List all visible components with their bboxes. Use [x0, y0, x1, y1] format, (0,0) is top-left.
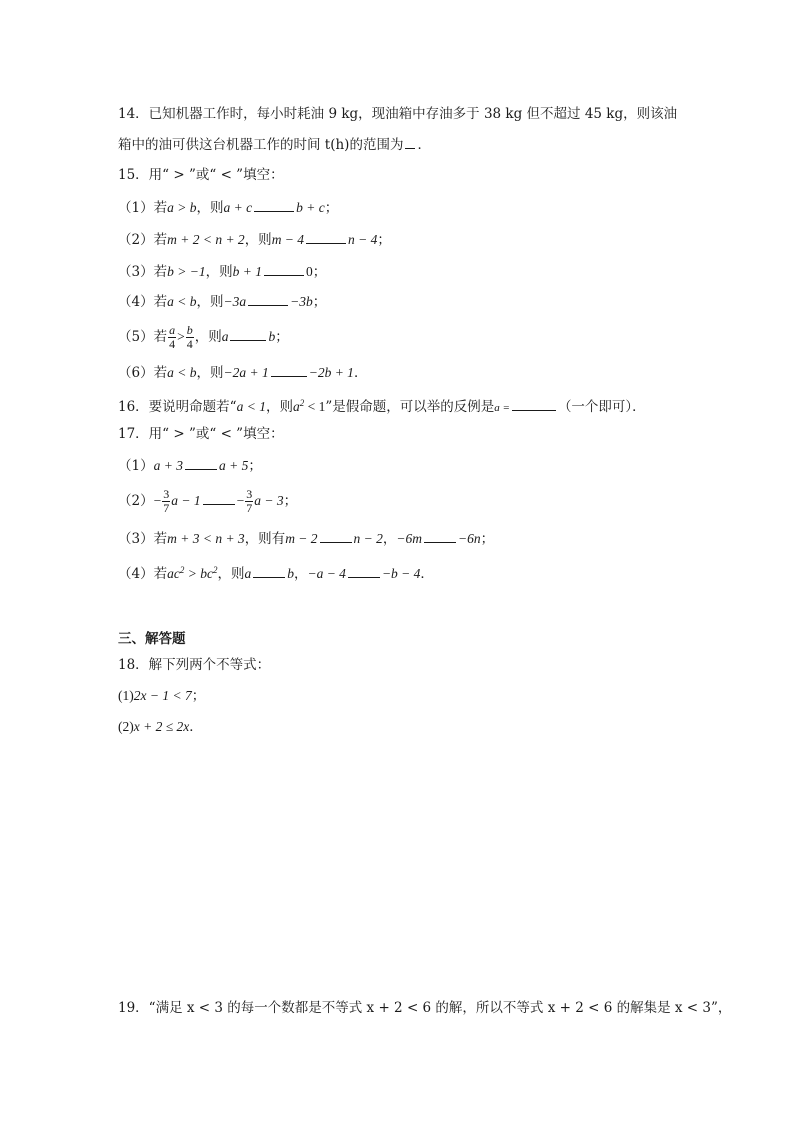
- part-label: (1): [118, 688, 134, 703]
- item-mid: ，则有: [244, 531, 286, 547]
- left-expr: a: [221, 329, 229, 344]
- right-expr: −b − 4: [381, 566, 421, 581]
- item-prefix: （4）若: [118, 294, 168, 310]
- q16-condition: a < 1: [236, 399, 266, 414]
- left-expr: a + 3: [153, 458, 183, 473]
- cond-part: > bc: [184, 566, 213, 581]
- right-expr: n − 4: [348, 232, 378, 247]
- item-end: ．: [189, 719, 203, 735]
- condition: a < b: [167, 365, 197, 380]
- q15-item-2: [118, 229, 391, 250]
- q16: [118, 393, 646, 418]
- item-end: ；: [248, 458, 262, 474]
- right-expr: b + c: [296, 200, 325, 215]
- base: a: [292, 399, 300, 414]
- item-prefix: （1）若: [118, 200, 168, 216]
- q16-text-c: ”是假命题，可以举的反例是: [325, 399, 495, 415]
- q18-part-2: [118, 717, 203, 737]
- denominator: 7: [246, 501, 253, 515]
- condition: b > −1: [167, 264, 206, 279]
- item-prefix: （1）: [118, 458, 154, 474]
- q18-part-1: [118, 686, 205, 706]
- exponent: 2: [179, 565, 185, 575]
- right-expr: −2b + 1: [308, 365, 354, 380]
- denominator: 4: [169, 337, 176, 351]
- numerator: a: [169, 323, 176, 337]
- fraction: [186, 324, 194, 351]
- q15-title-text: 15．用“ > ”或“ < ”填空：: [118, 167, 284, 183]
- q17-item-3: [118, 528, 494, 549]
- fraction: [168, 324, 176, 351]
- item-end: ；: [377, 232, 391, 248]
- minus-sign: −: [236, 493, 245, 508]
- item-end: ；: [312, 294, 327, 310]
- numerator: 3: [246, 487, 253, 501]
- answer-blank[interactable]: [424, 528, 456, 543]
- part-label: (2): [118, 719, 134, 734]
- answer-blank[interactable]: [254, 197, 294, 212]
- item-prefix: （2）若: [118, 232, 168, 248]
- q17-title-text: 17．用“ > ”或“ < ”填空：: [118, 426, 284, 442]
- separator: ，: [293, 566, 308, 582]
- item-prefix: （3）若: [118, 531, 168, 547]
- section-heading: 三、解答题: [118, 631, 186, 647]
- numerator: b: [186, 323, 193, 337]
- right-expr: 0: [305, 264, 313, 279]
- item-prefix: （4）若: [118, 566, 168, 582]
- item-prefix: （2）: [118, 493, 154, 509]
- q14-line2-text: 箱中的油可供这台机器工作的时间 t(h)的范围为: [118, 137, 404, 153]
- item-end: ；: [275, 329, 289, 345]
- right-expr: n − 2: [353, 531, 383, 546]
- item-end: ．: [420, 566, 434, 582]
- q16-text-d: （一个即可）．: [557, 399, 646, 415]
- item-mid: ，则: [217, 566, 245, 582]
- q15-item-5: [118, 322, 289, 352]
- minus-sign: −: [153, 493, 162, 508]
- answer-blank[interactable]: [405, 134, 415, 149]
- left-expr: m − 4: [271, 232, 305, 247]
- rest: < 1: [304, 399, 326, 414]
- q14-line1-text: 14．已知机器工作时，每小时耗油 9 kg，现油箱中存油多于 38 kg 但不超过 45 kg，则该油: [118, 106, 678, 122]
- left-expr: −2a + 1: [223, 365, 269, 380]
- left-expr: −3a: [223, 294, 247, 309]
- q15-item-6: [118, 362, 367, 383]
- right-expr: a − 3: [254, 493, 284, 508]
- item-end: ；: [312, 264, 327, 280]
- q16-text-a: 16．要说明命题若“: [118, 399, 237, 415]
- answer-blank[interactable]: [306, 229, 346, 244]
- q14-line1: [118, 104, 677, 124]
- answer-blank[interactable]: [253, 563, 285, 578]
- q14-line2: 箱中的油可供这台机器工作的时间 t(h)的范围为 ．: [118, 134, 431, 155]
- answer-blank[interactable]: [203, 490, 235, 505]
- item-mid: ，则: [196, 365, 224, 381]
- condition: m + 2 < n + 2: [167, 232, 245, 247]
- item-end: ；: [480, 531, 495, 547]
- item-mid: ，则: [205, 264, 233, 280]
- item-end: ；: [191, 688, 206, 704]
- right-expr: b: [287, 566, 294, 581]
- item-prefix: （6）若: [118, 365, 168, 381]
- answer-blank[interactable]: [320, 528, 352, 543]
- answer-blank[interactable]: [348, 563, 380, 578]
- item-mid: ，则: [196, 294, 224, 310]
- q19-text: 19．“满足 x < 3 的每一个数都是不等式 x + 2 < 6 的解，所以不等式 x + 2 < 6 的解集是 x < 3”，: [118, 1000, 732, 1016]
- item-prefix: （5）若: [118, 329, 168, 345]
- left-expr: a + c: [223, 200, 253, 215]
- left-expr: a: [244, 566, 252, 581]
- right-expr: −6n: [458, 531, 481, 546]
- q17-item-2: [118, 486, 297, 516]
- fraction: [162, 488, 170, 515]
- q15-item-1: [118, 197, 338, 218]
- answer-blank[interactable]: [512, 396, 556, 411]
- right-expr: −3b: [290, 294, 313, 309]
- answer-blank[interactable]: [248, 291, 288, 306]
- item-end: ；: [283, 493, 298, 509]
- item-mid: ，则: [244, 232, 272, 248]
- denominator: 4: [186, 337, 193, 351]
- left-expr: b + 1: [232, 264, 262, 279]
- answer-var: a =: [494, 402, 510, 414]
- fraction: [245, 488, 253, 515]
- left-expr: −a − 4: [307, 566, 346, 581]
- q19: [118, 998, 731, 1018]
- item-end: ．: [353, 365, 368, 381]
- q18-title-text: 18．解下列两个不等式：: [118, 657, 271, 673]
- item-prefix: （3）若: [118, 264, 168, 280]
- condition: m + 3 < n + 3: [167, 531, 245, 546]
- q16-conclusion: [293, 399, 325, 414]
- denominator: 7: [163, 501, 170, 515]
- exponent: 2: [212, 565, 218, 575]
- condition: [167, 566, 217, 581]
- inequality: x + 2 ≤ 2x: [133, 719, 190, 734]
- cond-part: ac: [167, 566, 180, 581]
- q15-item-4: [118, 291, 326, 312]
- q16-text-b: ，则: [265, 399, 293, 415]
- answer-blank[interactable]: [185, 455, 217, 470]
- condition: a < b: [167, 294, 197, 309]
- q15-title: [118, 165, 284, 185]
- operator: >: [177, 329, 185, 344]
- inequality: 2x − 1 < 7: [133, 688, 192, 703]
- numerator: 3: [163, 487, 170, 501]
- q15-item-3: [118, 261, 326, 282]
- left-expr: −6m: [396, 531, 423, 546]
- item-mid: ，则: [196, 200, 224, 216]
- left-expr: m − 2: [285, 531, 318, 546]
- right-expr: a + 5: [218, 458, 249, 473]
- item-end: ；: [324, 200, 339, 216]
- separator: ，: [382, 531, 397, 547]
- condition: a > b: [167, 200, 197, 215]
- exponent: 2: [299, 398, 305, 408]
- q18-title: [118, 655, 270, 675]
- q17-item-4: [118, 560, 434, 584]
- q17-title: [118, 424, 284, 444]
- item-mid: ，则: [194, 329, 222, 345]
- q17-item-1: [118, 455, 262, 476]
- answer-blank[interactable]: [230, 326, 266, 341]
- right-expr: b: [268, 329, 276, 344]
- left-expr: a − 1: [171, 493, 201, 508]
- answer-blank[interactable]: [264, 261, 304, 276]
- answer-blank[interactable]: [271, 362, 307, 377]
